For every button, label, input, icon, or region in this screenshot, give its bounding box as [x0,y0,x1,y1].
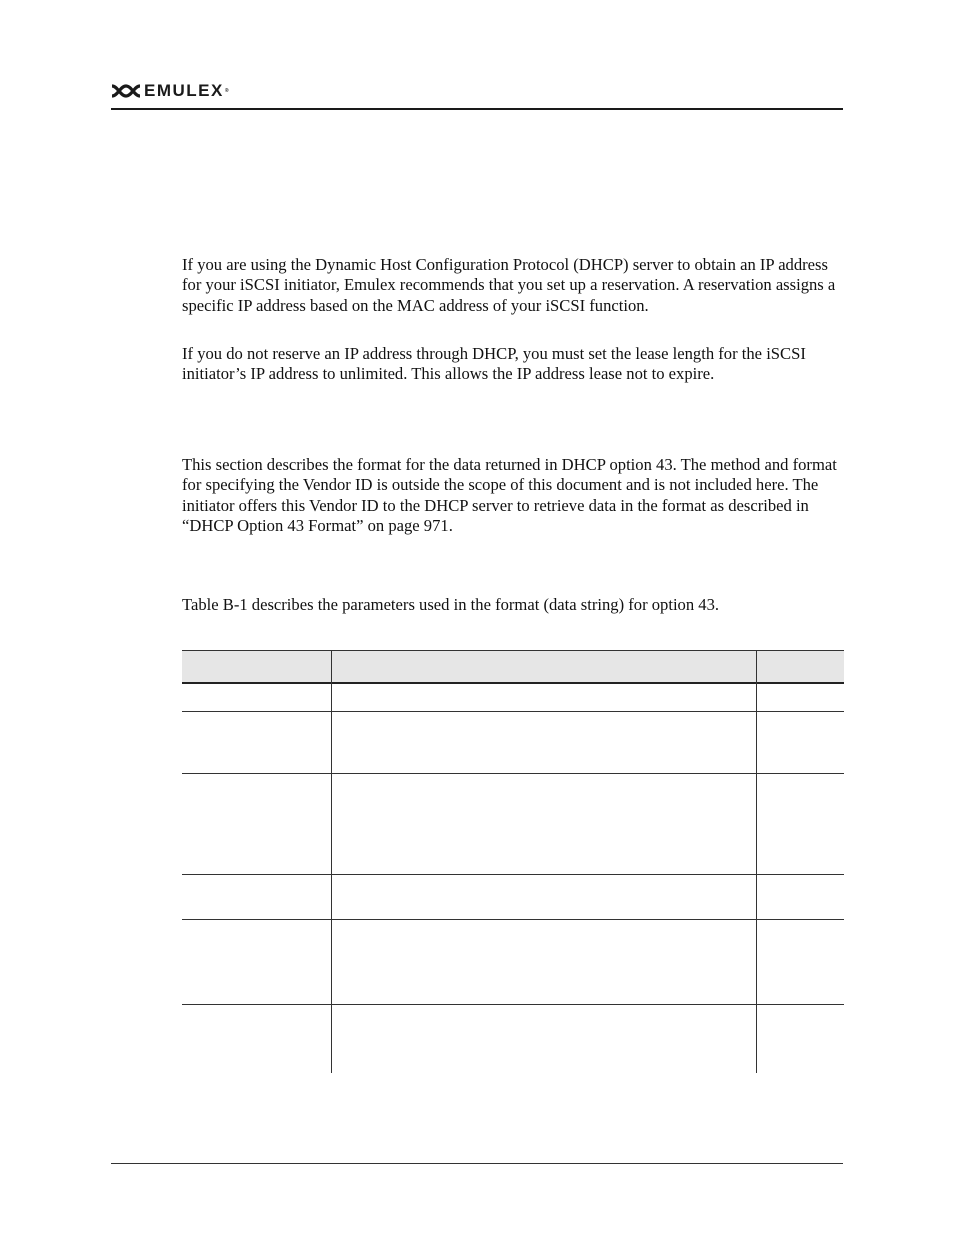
parameters-table [182,650,844,1073]
table-row-divider [182,711,844,712]
table-row-divider [182,919,844,920]
table-row-divider [182,1004,844,1005]
logo-wordmark: EMULEX® [144,81,231,100]
page-header [111,78,843,110]
emulex-logo [111,81,230,101]
body-paragraph: This section describes the format for the data returned in DHCP option 43. The method and format for specifying the Vendor ID is outside the scope of this document and is not included here. The initiator offers this Vendor ID to the DHCP server to retrieve data in the format as described in “DHCP Option 43 Format” on page 971. [182,455,837,535]
table-header-row [182,650,844,683]
table-column-divider [331,650,332,1073]
table-header-divider [182,682,844,684]
trademark-mark: ® [224,88,231,94]
body-paragraph: If you are using the Dynamic Host Configuration Protocol (DHCP) server to obtain an IP address for your iSCSI initiator, Emulex recommends that you set up a reservation. A reservation assigns a specific IP address based on the MAC address of your iSCSI function. [182,255,836,315]
emulex-mark-icon [111,83,141,99]
table-row-divider [182,874,844,875]
table-row-divider [182,773,844,774]
body-paragraph: If you do not reserve an IP address through DHCP, you must set the lease length for the iSCSI initiator’s IP address to unlimited. This allows the IP address lease not to expire. [182,344,806,384]
table-column-divider [756,650,757,1073]
body-paragraph: Table B-1 describes the parameters used in the format (data string) for option 43. [182,595,720,614]
footer-rule [111,1163,843,1164]
